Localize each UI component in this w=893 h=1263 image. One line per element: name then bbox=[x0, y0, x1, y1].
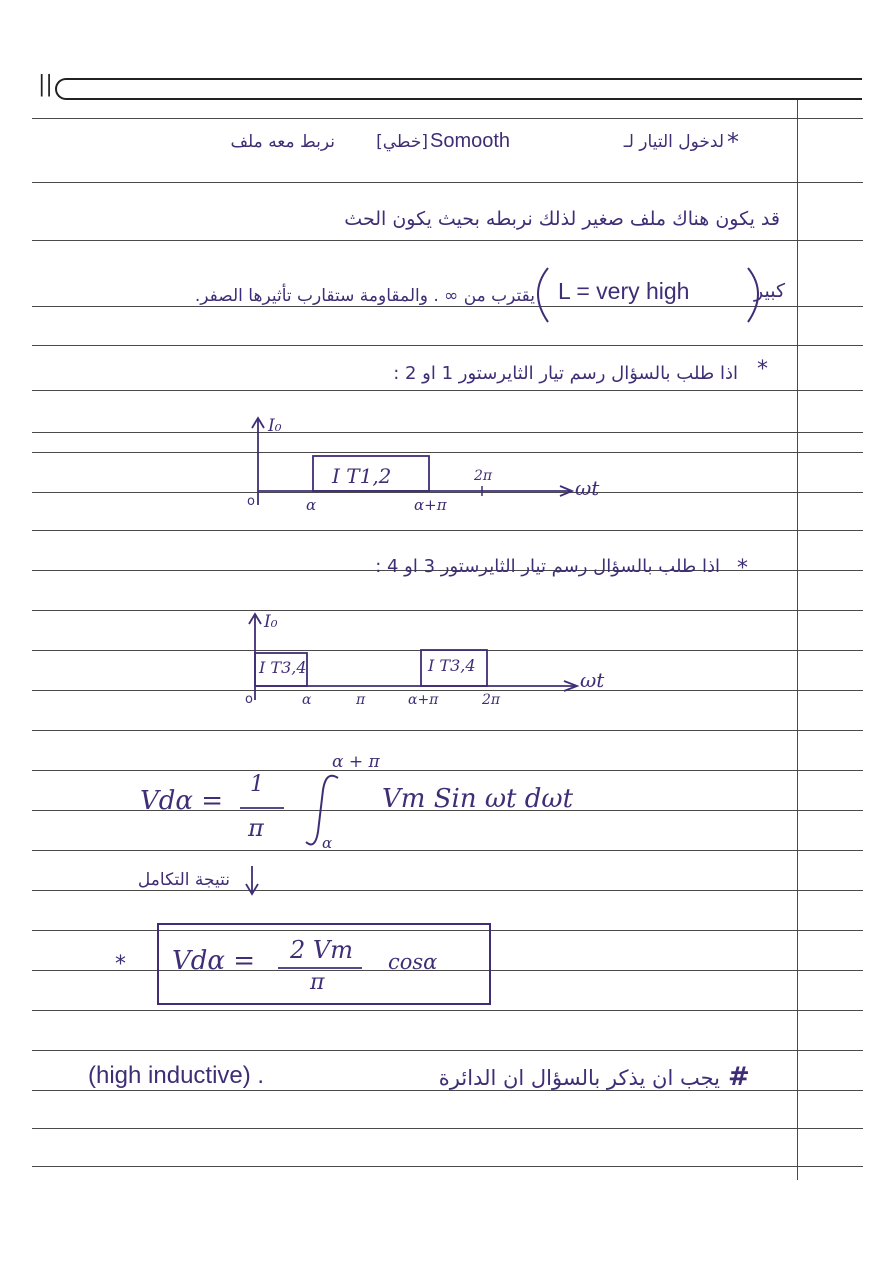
line1-english: Somooth bbox=[430, 130, 511, 152]
header-mark: || bbox=[38, 72, 53, 97]
graph1-tick-2pi: 2π bbox=[474, 468, 493, 484]
ruled-line bbox=[32, 1128, 863, 1129]
line2-arabic: قد يكون هناك ملف صغير لذلك نربطه بحيث يكون الحث bbox=[344, 208, 780, 230]
ruled-line bbox=[32, 345, 863, 346]
line3-arabic-left: يقترب من ∞ . والمقاومة ستقارب تأثيرها الصفر. bbox=[194, 286, 535, 306]
eq1-frac-num: 1 bbox=[250, 772, 264, 797]
ruled-line bbox=[32, 1010, 863, 1011]
eq2-frac-num: 2 Vm bbox=[290, 936, 353, 964]
ruled-line bbox=[32, 182, 863, 183]
ruled-line bbox=[32, 770, 863, 771]
ruled-line bbox=[32, 1050, 863, 1051]
ruled-line bbox=[32, 432, 863, 433]
ruled-line bbox=[32, 850, 863, 851]
line1-arabic-mid: [خطي] bbox=[376, 132, 428, 152]
ruled-line bbox=[32, 118, 863, 119]
q2-text: اذا طلب بالسؤال رسم تيار الثايرستور 3 او 4 : bbox=[375, 556, 720, 577]
graph1-tick-alpha: α bbox=[306, 496, 317, 514]
ruled-line bbox=[32, 1166, 863, 1167]
ruled-line bbox=[32, 240, 863, 241]
graph1-y-label: I₀ bbox=[268, 416, 282, 436]
q1-text: اذا طلب بالسؤال رسم تيار الثايرستور 1 او 2 : bbox=[393, 363, 738, 384]
line1-arabic-right: لدخول التيار لـ bbox=[623, 132, 724, 152]
ruled-line bbox=[32, 452, 863, 453]
ruled-line bbox=[32, 890, 863, 891]
ruled-line bbox=[32, 492, 863, 493]
ruled-line bbox=[32, 930, 863, 931]
integral-result-label: نتيجة التكامل bbox=[137, 870, 230, 890]
line3-english: L = very high bbox=[558, 278, 690, 304]
graph2-tick-alpha: α bbox=[302, 692, 312, 708]
ruled-line bbox=[32, 690, 863, 691]
eq1-lhs: Vdα = bbox=[140, 786, 224, 816]
eq2-lhs: Vdα = bbox=[172, 946, 256, 976]
graph2-origin: o bbox=[245, 692, 253, 707]
eq2-frac-den: π bbox=[310, 970, 325, 995]
ruled-line bbox=[32, 970, 863, 971]
graph2-tick-pi: π bbox=[356, 692, 366, 708]
graph2-y-label: I₀ bbox=[264, 612, 278, 632]
last-arabic: يجب ان يذكر بالسؤال ان الدائرة bbox=[438, 1066, 720, 1090]
ruled-line bbox=[32, 730, 863, 731]
eq1-frac-den: π bbox=[248, 814, 264, 842]
last-bullet: # bbox=[728, 1062, 750, 1092]
ruled-line bbox=[32, 390, 863, 391]
ruled-line bbox=[32, 610, 863, 611]
eq2-tail: cosα bbox=[388, 950, 438, 974]
graph1-pulse-label: I T1,2 bbox=[332, 464, 392, 488]
graph2-tick-2pi: 2π bbox=[482, 692, 501, 708]
graph2-pulse2-label: I T3,4 bbox=[428, 656, 476, 675]
ruled-line bbox=[32, 306, 863, 307]
eq1-upper-limit: α + π bbox=[332, 752, 380, 772]
eq1-lower-limit: α bbox=[322, 834, 333, 852]
result-bullet: * bbox=[115, 952, 126, 977]
ruled-line bbox=[32, 650, 863, 651]
graph2-pulse1-label: I T3,4 bbox=[259, 658, 307, 677]
line1-bullet: * bbox=[727, 128, 739, 156]
q1-bullet: * bbox=[757, 357, 768, 382]
header-double-line bbox=[55, 78, 862, 100]
graph1-origin: o bbox=[247, 494, 255, 509]
graph2-tick-alpha-pi: α+π bbox=[408, 692, 439, 708]
last-english: (high inductive) . bbox=[88, 1062, 265, 1089]
graph1-tick-alpha-pi: α+π bbox=[414, 496, 447, 514]
q2-bullet: * bbox=[737, 556, 748, 581]
eq1-integrand: Vm Sin ωt dωt bbox=[382, 784, 574, 814]
graph2-x-label: ωt bbox=[580, 668, 605, 692]
margin-line bbox=[797, 100, 798, 1180]
line1-arabic-left: نربط معه ملف bbox=[230, 132, 335, 152]
ruled-line bbox=[32, 530, 863, 531]
graph1-x-label: ωt bbox=[575, 476, 600, 500]
line3-arabic-right: كبير bbox=[754, 280, 785, 302]
